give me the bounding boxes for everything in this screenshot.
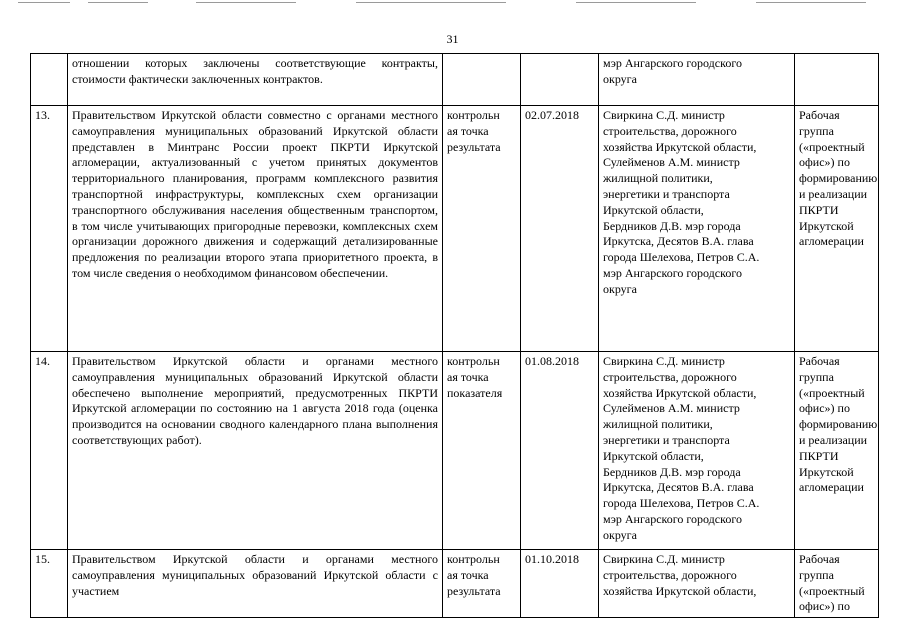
checkpoint-type-cell xyxy=(443,54,521,106)
checkpoint-type-cell: контрольн ая точка результата xyxy=(443,106,521,352)
table-row xyxy=(31,106,879,352)
table-row xyxy=(31,550,879,618)
top-scan-rule xyxy=(0,2,905,3)
row-number-cell: 15. xyxy=(31,550,68,618)
page-number: 31 xyxy=(446,32,459,46)
responsible-cell: Свиркина С.Д. министр строительства, дорожного хозяйства Иркутской области, Сулейменов А.М. министр жилищной политики, энергетики и транспорта Иркутской области, Бердников Д.В. мэр города Иркутска, Десятов В.А. глава города Шелехова, Петров С.А. мэр Ангарского городского округа xyxy=(599,106,795,352)
event-description-cell: Правительством Иркутской области и органами местного самоуправления муниципальных образований Иркутской области обеспечено выполнение мероприятий, предусмотренных ПКРТИ Иркутской агломерации по состоянию на 1 августа 2018 года (оценка производится на основании сводного календарного плана выполнения соответствующих работ). xyxy=(68,352,443,550)
checkpoint-type-cell: контрольн ая точка показателя xyxy=(443,352,521,550)
table-row xyxy=(31,352,879,550)
responsible-cell: Свиркина С.Д. министр строительства, дорожного хозяйства Иркутской области, xyxy=(599,550,795,618)
working-group-cell: Рабочая группа («проектный офис») по формированию и реализации ПКРТИ Иркутской агломерации xyxy=(795,352,879,550)
row-number-cell: 14. xyxy=(31,352,68,550)
responsible-cell: мэр Ангарского городского округа xyxy=(599,54,795,106)
deadline-date-cell: 01.08.2018 xyxy=(521,352,599,550)
event-description-cell: Правительством Иркутской области совместно с органами местного самоуправления муниципальных образований Иркутской области представлен в Минтранс России проект ПКРТИ Иркутской агломерации, актуализованный с учетом принятых документов территориального планирования, программ комплексного развития транспортной инфраструктуры, комплексных схем организации транспортного обслуживания населения общественным транспортом, в том числе учитывающих пригородные перевозки, комплексных схем организации дорожного движения и содержащий детализированные предложения по реализации второго этапа приоритетного проекта, в том числе сведения о необходимом финансовом обеспечении. xyxy=(68,106,443,352)
deadline-date-cell xyxy=(521,54,599,106)
row-number-cell: 13. xyxy=(31,106,68,352)
deadline-date-cell: 01.10.2018 xyxy=(521,550,599,618)
event-description-cell: отношении которых заключены соответствующие контракты, стоимости фактически заключенных контрактов. xyxy=(68,54,443,106)
deadline-date-cell: 02.07.2018 xyxy=(521,106,599,352)
responsible-cell: Свиркина С.Д. министр строительства, дорожного хозяйства Иркутской области, Сулейменов А.М. министр жилищной политики, энергетики и транспорта Иркутской области, Бердников Д.В. мэр города Иркутска, Десятов В.А. глава города Шелехова, Петров С.А. мэр Ангарского городского округа xyxy=(599,352,795,550)
working-group-cell: Рабочая группа («проектный офис») по xyxy=(795,550,879,618)
working-group-cell xyxy=(795,54,879,106)
table-row xyxy=(31,54,879,106)
working-group-cell: Рабочая группа («проектный офис») по формированию и реализации ПКРТИ Иркутской агломерации xyxy=(795,106,879,352)
checkpoint-type-cell: контрольн ая точка результата xyxy=(443,550,521,618)
row-number-cell xyxy=(31,54,68,106)
event-description-cell: Правительством Иркутской области и органами местного самоуправления муниципальных образований Иркутской области с участием xyxy=(68,550,443,618)
plan-table xyxy=(30,53,879,618)
